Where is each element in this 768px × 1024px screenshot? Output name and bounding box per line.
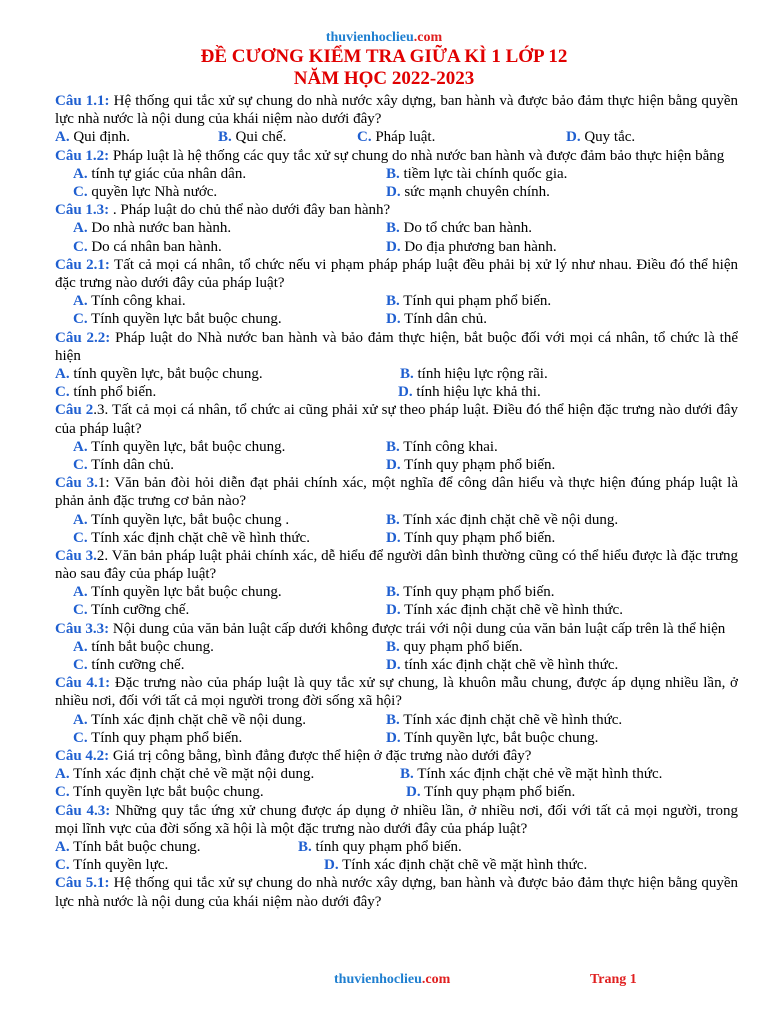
answer-row	[55, 238, 738, 256]
option-text: sức mạnh chuyên chính.	[400, 183, 550, 200]
option-letter: D.	[406, 784, 421, 801]
answer-option	[386, 165, 567, 183]
option-letter: A.	[55, 766, 70, 783]
question-label: Câu 1.1:	[55, 93, 110, 109]
question-text	[55, 620, 738, 638]
answer-option	[73, 583, 282, 601]
question-stem: Nội dung của văn bản luật cấp dưới không được trái với nội dung của văn bản luật cấp trên là thể hiện	[109, 620, 726, 637]
option-text: Do nhà nước ban hành.	[87, 220, 232, 237]
question-label: Câu 2.1:	[55, 256, 110, 273]
answer-option	[73, 601, 189, 619]
answer-option	[55, 765, 314, 783]
option-text: tính hiệu lực khả thi.	[412, 384, 541, 401]
answer-option	[73, 165, 246, 183]
answer-option	[386, 183, 550, 201]
option-letter: D.	[386, 456, 401, 473]
option-letter: D.	[386, 238, 401, 255]
answer-option	[73, 456, 174, 474]
option-text: tính phổ biến.	[69, 384, 157, 401]
option-letter: A.	[73, 584, 88, 601]
answer-row	[55, 438, 738, 456]
option-text: tính tự giác của nhân dân.	[87, 165, 247, 182]
answer-option	[55, 838, 201, 856]
option-letter: C.	[73, 529, 88, 546]
question-label: Câu 3.	[55, 547, 97, 564]
option-text: Tính xác định chặt chẽ về hình thức.	[87, 529, 310, 546]
option-letter: C.	[55, 384, 70, 401]
option-letter: C.	[55, 784, 70, 801]
option-text: Tính quyền lực bắt buộc chung.	[87, 311, 282, 328]
option-text: Tính quyền lực, bắt buộc chung.	[400, 729, 599, 746]
option-text: Qui chế.	[231, 129, 287, 146]
option-text: Tính quyền lực, bắt buộc chung .	[87, 511, 290, 528]
option-text: Pháp luật.	[371, 129, 436, 146]
answer-option	[73, 638, 214, 656]
answer-row	[55, 638, 738, 656]
option-letter: A.	[55, 839, 70, 855]
answer-option	[386, 511, 618, 529]
option-letter: D.	[386, 183, 401, 200]
option-text: Tính quyền lực bắt buộc chung.	[87, 584, 282, 601]
option-letter: D.	[324, 857, 339, 874]
answer-row	[55, 729, 738, 747]
answer-option	[324, 856, 587, 874]
site-header	[0, 0, 768, 46]
answer-option	[55, 128, 130, 146]
question-label: Câu 3.	[55, 475, 98, 492]
option-text: Tính xác định chặt chẻ về mặt hình thức.	[413, 766, 663, 783]
school-year: NĂM HỌC 2022-2023	[293, 68, 475, 89]
answer-row	[55, 601, 738, 619]
option-letter: D.	[386, 657, 401, 674]
option-text: Tính qui phạm phổ biến.	[399, 293, 552, 310]
option-letter: B.	[298, 839, 312, 855]
option-text: tính cưỡng chế.	[87, 657, 185, 674]
answer-option	[386, 601, 623, 619]
option-text: Tính dân chủ.	[87, 456, 174, 473]
option-letter: D.	[386, 602, 401, 619]
answer-option	[386, 529, 555, 547]
option-text: Tính xác định chặt chẻ về mặt nội dung.	[69, 766, 315, 783]
option-text: Tính xác định chặt chẽ về hình thức.	[399, 711, 623, 728]
answer-row	[55, 856, 738, 874]
question-label: Câu 4.3:	[55, 802, 111, 819]
answer-option	[73, 511, 289, 529]
option-letter: C.	[55, 857, 70, 874]
footer-site-name: thuvienhoclieu	[334, 972, 422, 987]
question-list	[55, 92, 738, 911]
option-letter: C.	[73, 456, 88, 473]
answer-row	[55, 165, 738, 183]
answer-row	[55, 583, 738, 601]
answer-option	[386, 656, 618, 674]
option-letter: D.	[566, 129, 581, 146]
option-letter: A.	[73, 711, 88, 728]
answer-option	[73, 238, 222, 256]
question-stem: Đặc trưng nào của pháp luật là quy tắc xử sự chung, là khuôn mẫu chung, được áp dụng nhiều lần, ở nhiều nơi, đối với tất cả mọi người trong đời sống xã hội?	[55, 675, 738, 710]
answer-option	[73, 656, 184, 674]
option-letter: C.	[357, 129, 372, 146]
option-letter: A.	[55, 129, 70, 146]
question-label: Câu 1.2:	[55, 147, 110, 164]
answer-option	[298, 838, 462, 856]
question-label: Câu 3.3:	[55, 620, 110, 637]
answer-option	[400, 365, 548, 383]
option-letter: A.	[73, 293, 88, 310]
answer-option	[73, 183, 217, 201]
question-text	[55, 256, 738, 292]
answer-option	[55, 365, 263, 383]
answer-option	[73, 219, 231, 237]
question-label: Câu 4.2:	[55, 748, 110, 765]
footer-site	[334, 972, 450, 988]
option-text: tính hiệu lực rộng rãi.	[413, 365, 548, 382]
option-letter: D.	[386, 311, 401, 328]
site-name: thuvienhoclieu	[325, 30, 414, 45]
option-letter: B.	[386, 165, 400, 182]
option-letter: A.	[55, 365, 70, 382]
answer-option	[566, 128, 635, 146]
option-letter: C.	[73, 729, 88, 746]
question-stem: Hệ thống qui tắc xử sự chung do nhà nước xây dựng, ban hành và được bảo đảm thực hiện bằng quyền lực nhà nước là nội dung của khái niệm nào dưới đây?	[55, 875, 739, 910]
answer-row	[55, 365, 738, 383]
question-stem: Hệ thống qui tắc xử sự chung do nhà nước xây dựng, ban hành và được bảo đảm thực hiện bằng quyền lực nhà nước là nội dung của khái niệm nào dưới đây?	[55, 93, 739, 128]
option-letter: A.	[73, 220, 88, 237]
option-text: Tính xác định chặt chẽ về mặt hình thức.	[338, 857, 588, 874]
answer-row	[55, 838, 738, 856]
document-title: ĐỀ CƯƠNG KIỂM TRA GIỮA KÌ 1 LỚP 12	[200, 46, 568, 67]
question-stem: . Pháp luật do chủ thể nào dưới đây ban hành?	[109, 202, 391, 219]
answer-option	[386, 438, 498, 456]
option-letter: C.	[73, 183, 88, 200]
option-letter: B.	[400, 766, 414, 783]
option-text: Tính quyền lực, bắt buộc chung.	[87, 438, 286, 455]
option-letter: D.	[386, 729, 401, 746]
answer-option	[386, 729, 598, 747]
answer-row	[55, 456, 738, 474]
question-stem: Những quy tắc ứng xử chung được áp dụng ở nhiều lần, ở nhiều nơi, đối với tất cả mọi người, trong mọi lĩnh vực của đời sống xã hội là một đặc trưng nào dưới đây của pháp luật?	[55, 802, 739, 837]
question-label: Câu 1.3:	[55, 202, 110, 219]
option-text: Do địa phương ban hành.	[400, 238, 557, 255]
option-text: Do cá nhân ban hành.	[87, 238, 222, 255]
question-label: Câu 4.1:	[55, 675, 111, 692]
answer-option	[386, 638, 523, 656]
option-text: Tính quy phạm phổ biến.	[400, 456, 556, 473]
question-stem: Pháp luật do Nhà nước ban hành và bảo đảm thực hiện, bắt buộc đối với mọi cá nhân, tổ chức là thể hiện	[55, 329, 738, 364]
option-text: tiềm lực tài chính quốc gia.	[399, 165, 568, 182]
answer-option	[73, 729, 242, 747]
question-text	[55, 474, 738, 510]
option-text: Tính quy phạm phổ biến.	[420, 784, 576, 801]
option-letter: B.	[386, 584, 400, 601]
question-stem: .3. Tất cả mọi cá nhân, tổ chức ai cũng phải xử sự theo pháp luật. Điều đó thể hiện đặc trưng nào dưới đây của pháp luật?	[55, 402, 738, 437]
option-text: Do tổ chức ban hành.	[399, 220, 533, 237]
footer-site-domain: .com	[421, 972, 451, 987]
answer-row	[55, 765, 738, 783]
answer-option	[218, 128, 286, 146]
option-text: Tính xác định chặt chẽ về nội dung.	[399, 511, 619, 528]
site-domain: .com	[413, 30, 443, 45]
question-text	[55, 92, 738, 128]
answer-option	[400, 765, 662, 783]
option-letter: B.	[218, 129, 232, 146]
answer-row	[55, 128, 738, 146]
answer-option	[386, 292, 551, 310]
option-letter: A.	[73, 165, 88, 182]
answer-row	[55, 656, 738, 674]
question-stem: 2. Văn bản pháp luật phải chính xác, dễ hiểu để người dân bình thường cũng có thể hiểu được là đặc trưng nào sau đây của pháp luật?	[55, 547, 738, 583]
option-text: tính quyền lực, bắt buộc chung.	[69, 365, 263, 382]
question-text	[55, 401, 738, 437]
option-letter: B.	[386, 638, 400, 655]
answer-option	[398, 383, 541, 401]
answer-option	[73, 310, 282, 328]
option-letter: B.	[386, 711, 400, 728]
question-label: Câu 2	[55, 402, 94, 419]
option-text: tính quy phạm phổ biến.	[311, 839, 462, 855]
answer-option	[73, 529, 310, 547]
question-text	[55, 547, 738, 583]
question-stem: 1: Văn bản đòi hỏi diễn đạt phải chính xác, một nghĩa để công dân hiểu và thực hiện đúng pháp luật là phản ảnh đặc trưng cơ bản nào?	[55, 475, 738, 510]
answer-option	[386, 583, 554, 601]
option-text: tính bắt buộc chung.	[87, 638, 214, 655]
option-letter: C.	[73, 602, 88, 619]
answer-option	[73, 711, 306, 729]
option-text: Quy tắc.	[580, 129, 636, 146]
option-letter: B.	[386, 511, 400, 528]
question-label: Câu 2.2:	[55, 329, 111, 346]
option-text: Tính xác định chặt chẽ về hình thức.	[400, 602, 623, 619]
option-text: Tính công khai.	[87, 293, 186, 310]
option-text: Tính quy phạm phổ biến.	[87, 729, 243, 746]
question-stem: Giá trị công bằng, bình đẳng được thể hiện ở đặc trưng nào dưới đây?	[109, 748, 532, 765]
option-text: Tính quy phạm phổ biến.	[400, 529, 556, 546]
answer-row	[55, 183, 738, 201]
answer-option	[386, 238, 557, 256]
question-text	[55, 747, 738, 765]
question-text	[55, 802, 738, 838]
option-text: Tính xác định chặt chẽ về nội dung.	[87, 711, 307, 728]
answer-row	[55, 219, 738, 237]
option-letter: C.	[73, 238, 88, 255]
answer-option	[55, 783, 264, 801]
question-stem: Tất cả mọi cá nhân, tổ chức nếu vi phạm pháp pháp luật đều phải bị xử lý như nhau. Điều đó thể hiện đặc trưng nào dưới đây của pháp luật?	[55, 256, 738, 291]
option-letter: B.	[386, 293, 400, 310]
question-text	[55, 329, 738, 365]
answer-row	[55, 511, 738, 529]
question-text	[55, 874, 738, 910]
option-text: Tính cưỡng chế.	[87, 602, 190, 619]
option-letter: A.	[73, 438, 88, 455]
option-letter: C.	[73, 657, 88, 674]
answer-row	[55, 529, 738, 547]
answer-option	[406, 783, 575, 801]
option-letter: C.	[73, 311, 88, 328]
answer-option	[386, 456, 555, 474]
question-label: Câu 5.1:	[55, 875, 110, 892]
option-text: Tính quy phạm phổ biến.	[399, 584, 555, 601]
answer-option	[55, 383, 156, 401]
answer-row	[55, 383, 738, 401]
answer-row	[55, 783, 738, 801]
option-letter: A.	[73, 511, 88, 528]
option-text: Tính quyền lực bắt buộc chung.	[69, 784, 264, 801]
answer-option	[73, 438, 285, 456]
option-text: tính xác định chặt chẽ về hình thức.	[400, 657, 619, 674]
question-text	[55, 674, 738, 710]
option-letter: A.	[73, 638, 88, 655]
answer-row	[55, 711, 738, 729]
answer-row	[55, 292, 738, 310]
option-letter: D.	[386, 529, 401, 546]
option-text: Tính công khai.	[399, 438, 498, 455]
answer-option	[386, 219, 532, 237]
option-letter: B.	[400, 365, 414, 382]
question-stem: Pháp luật là hệ thống các quy tắc xử sự chung do nhà nước ban hành và được đảm bảo thực hiện bằng	[109, 147, 725, 164]
answer-option	[357, 128, 435, 146]
option-text: Qui định.	[69, 129, 131, 146]
option-letter: B.	[386, 220, 400, 237]
option-text: Tính dân chủ.	[400, 311, 487, 328]
option-text: Tính bắt buộc chung.	[69, 839, 201, 855]
question-text	[55, 147, 738, 165]
option-letter: D.	[398, 384, 413, 401]
page-number: Trang 1	[590, 972, 637, 987]
option-text: quy phạm phổ biến.	[399, 638, 523, 655]
option-text: quyền lực Nhà nước.	[87, 183, 218, 200]
question-text	[55, 201, 738, 219]
answer-option	[386, 310, 487, 328]
answer-row	[55, 310, 738, 328]
option-text: Tính quyền lực.	[69, 857, 169, 874]
option-letter: B.	[386, 438, 400, 455]
answer-option	[73, 292, 186, 310]
answer-option	[55, 856, 168, 874]
answer-option	[386, 711, 622, 729]
